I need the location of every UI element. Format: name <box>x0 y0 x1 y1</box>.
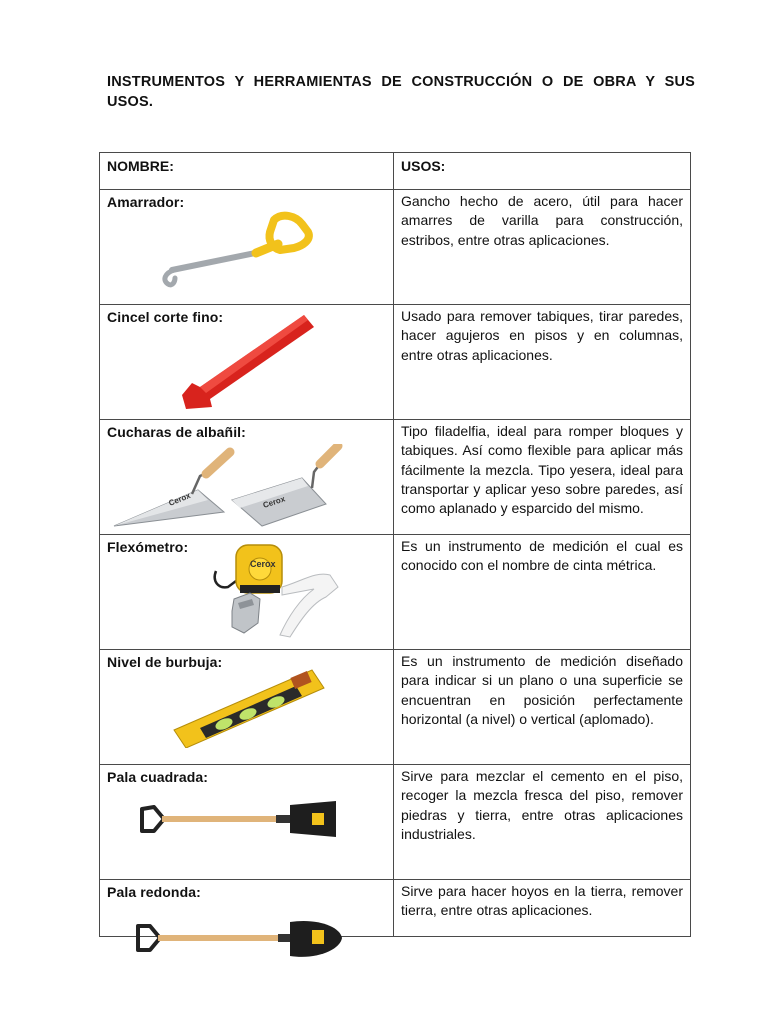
tool-uses: Tipo filadelfia, ideal para romper bloques y tabiques. Así como flexible para aplicar más fácilmente la mezcla. Tipo yesera, ideal para transportar y aplicar yeso sobre paredes, así como aplanado y esparcido del mismo. <box>401 423 683 517</box>
tool-name-cell <box>100 190 394 305</box>
tool-uses: Sirve para hacer hoyos en la tierra, remover tierra, entre otras aplicaciones. <box>401 883 683 919</box>
tape-measure-icon <box>206 541 346 645</box>
tool-uses-cell <box>394 765 691 880</box>
tool-name-cell <box>100 420 394 535</box>
tool-name: Cincel corte fino: <box>107 309 224 325</box>
table-row <box>100 880 691 937</box>
tool-name-cell <box>100 305 394 420</box>
round-shovel-icon <box>132 916 346 964</box>
tool-name: Nivel de burbuja: <box>107 654 223 670</box>
tool-name-cell <box>100 650 394 765</box>
svg-text:Cerox: Cerox <box>250 559 276 569</box>
table-row <box>100 305 691 420</box>
chisel-icon <box>178 311 318 411</box>
document-title: INSTRUMENTOS Y HERRAMIENTAS DE CONSTRUCCIÓN O DE OBRA Y SUS USOS. <box>107 74 695 110</box>
tool-uses-cell <box>394 650 691 765</box>
table-row <box>100 420 691 535</box>
tool-name: Pala cuadrada: <box>107 769 208 785</box>
square-shovel-icon <box>136 795 342 845</box>
tool-name: Flexómetro: <box>107 539 189 555</box>
tool-name: Pala redonda: <box>107 884 201 900</box>
spirit-level-icon <box>172 664 332 748</box>
svg-text:Cerox: Cerox <box>261 494 287 510</box>
svg-text:Cerox: Cerox <box>167 491 192 508</box>
tie-hook-icon <box>156 208 316 288</box>
tool-name-cell <box>100 535 394 650</box>
tool-name: Amarrador: <box>107 194 185 210</box>
header-uses: USOS: <box>401 158 446 174</box>
tool-name-cell <box>100 765 394 880</box>
tool-uses: Sirve para mezclar el cemento en el piso, recoger la mezcla fresca del piso, remover piedras y tierra, entre otras aplicaciones industriales. <box>401 768 683 842</box>
header-name: NOMBRE: <box>107 158 174 174</box>
tool-uses: Es un instrumento de medición diseñado para indicar si un plano o una superficie se encuentran en posición perfectamente horizontal (a nivel) o vertical (aplomado). <box>401 653 683 727</box>
tool-uses: Usado para remover tabiques, tirar paredes, hacer agujeros en pisos y en columnas, entre otras aplicaciones. <box>401 308 683 363</box>
tool-uses-cell <box>394 190 691 305</box>
tool-uses-cell <box>394 305 691 420</box>
tool-uses: Es un instrumento de medición el cual es conocido con el nombre de cinta métrica. <box>401 538 683 574</box>
tool-uses: Gancho hecho de acero, útil para hacer amarres de varilla para construcción, estribos, entre otras aplicaciones. <box>401 193 683 248</box>
tool-uses-cell <box>394 420 691 535</box>
trowels-icon <box>112 444 352 530</box>
tool-name-cell <box>100 880 394 937</box>
header-name-cell <box>100 153 394 190</box>
tool-name: Cucharas de albañil: <box>107 424 246 440</box>
header-uses-cell <box>394 153 691 190</box>
table-row <box>100 650 691 765</box>
tool-uses-cell <box>394 535 691 650</box>
table-row <box>100 765 691 880</box>
table-row <box>100 535 691 650</box>
table-header-row <box>100 153 691 190</box>
tool-uses-cell <box>394 880 691 937</box>
tools-table <box>99 152 691 937</box>
table-row <box>100 190 691 305</box>
